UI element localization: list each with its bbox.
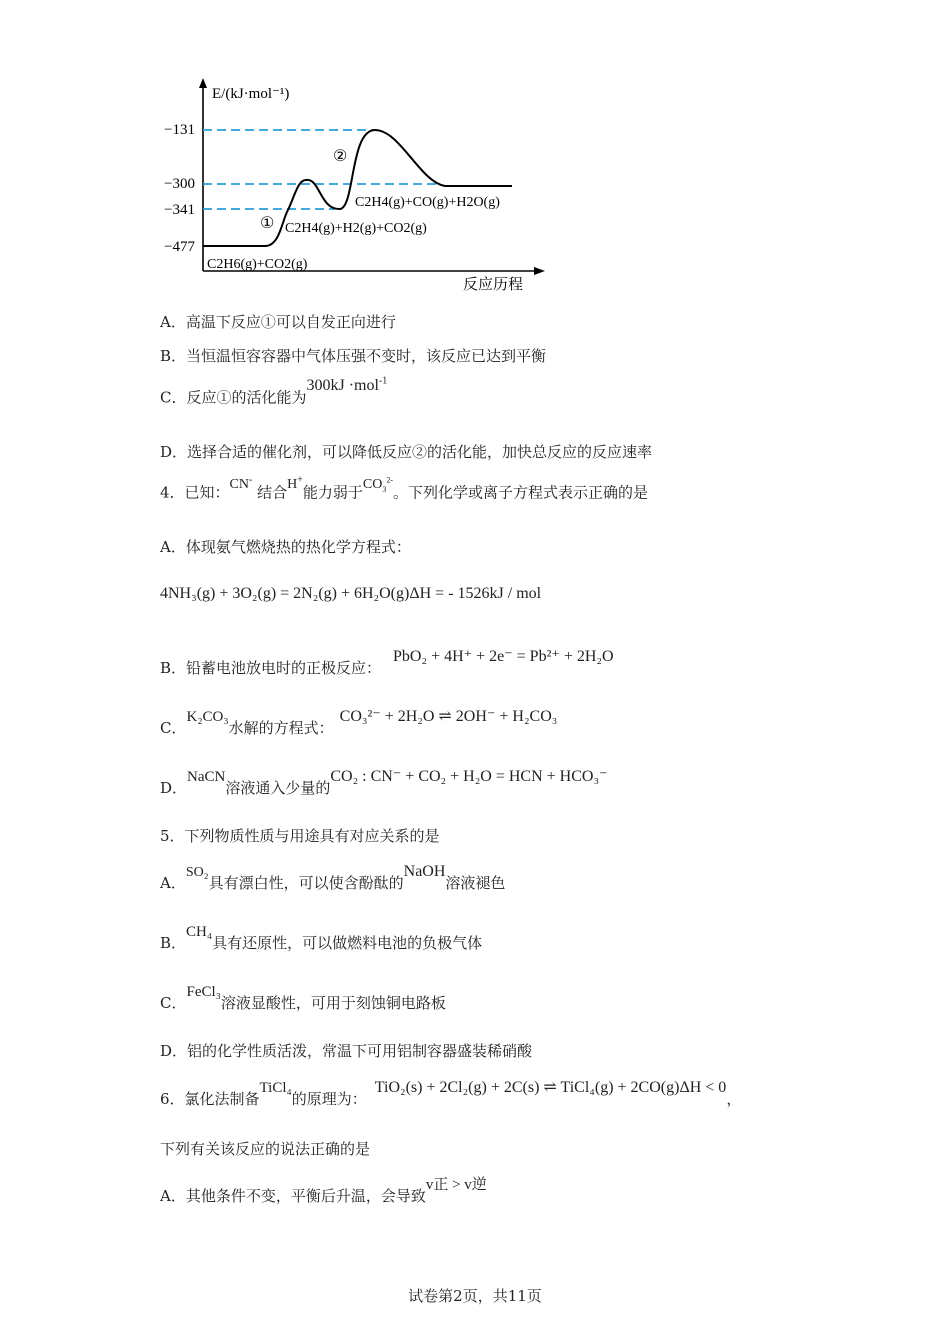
q6-comma: ，	[726, 1090, 742, 1108]
q4-cn-sup: -	[249, 474, 253, 485]
q5-option-c	[160, 984, 446, 1014]
q5-option-d: D．铝的化学性质活泼，常温下可用铝制容器盛装稀硝酸	[160, 1042, 533, 1060]
q3-option-c-formula-sup: -1	[378, 376, 388, 387]
q5-option-c-f: FeCl₃	[186, 984, 221, 1000]
q4-option-c-salt: K₂CO₃	[186, 709, 229, 725]
species-initial: C2H6(g)+CO2(g)	[207, 257, 308, 272]
q5-option-b-label: B．	[160, 934, 187, 952]
q4-cn-main: CN	[229, 476, 249, 492]
q6-f1: TiCl₄	[259, 1080, 292, 1096]
q6-equation: TiO₂(s) + 2Cl₂(g) + 2C(s) ⇌ TiCl₄(g) + 2CO(g)ΔH < 0	[374, 1079, 727, 1096]
q6-option-a-text: A．其他条件不变，平衡后升温，会导致	[160, 1187, 426, 1205]
q6-stem	[160, 1079, 742, 1110]
q4-prefix: 4．已知：	[160, 483, 230, 502]
tick-label-300: −300	[164, 176, 195, 192]
q6-line2: 下列有关该反应的说法正确的是	[160, 1140, 371, 1158]
q6-mid: 的原理为：	[291, 1090, 367, 1108]
q3-option-c-formula-main: 300kJ ·mol	[306, 377, 379, 395]
q4-option-c-equation: CO₃²⁻ + 2H₂O ⇌ 2OH⁻ + H₂CO₃	[339, 708, 558, 725]
q4-option-d-label: D．	[160, 779, 188, 797]
q4-co3-main: CO	[362, 476, 383, 492]
q5-option-b-f: CH₄	[186, 924, 213, 940]
q3-option-c	[160, 376, 388, 408]
q4-co3	[363, 477, 393, 492]
q4-h-main: H	[287, 476, 298, 492]
q4-co3-sup: 2-	[386, 475, 394, 484]
q4-cn	[229, 474, 253, 492]
q4-h	[287, 474, 303, 492]
q3-option-c-text: C．反应①的活化能为	[160, 388, 307, 407]
q5-option-b	[160, 924, 483, 954]
q4-option-d	[160, 768, 608, 799]
page-footer: 试卷第2页，共11页	[408, 1287, 542, 1305]
tick-label-131: −131	[164, 122, 195, 138]
y-axis-arrow	[199, 78, 207, 88]
q5-option-a-f1: SO₂	[185, 865, 209, 880]
q5-option-c-t: 溶液显酸性，可用于刻蚀铜电路板	[220, 994, 446, 1012]
q4-bind: 结合	[257, 483, 288, 502]
q6-option-a-formula: v正 > v逆	[425, 1177, 487, 1193]
q4-suffix: 。下列化学或离子方程式表示正确的是	[393, 483, 649, 502]
q4-option-d-equation: CO₂ : CN⁻ + CO₂ + H₂O = HCN + HCO₃⁻	[330, 768, 608, 785]
q3-option-d: D．选择合适的催化剂，可以降低反应②的活化能，加快总反应的反应速率	[160, 443, 653, 461]
q5-option-a	[160, 863, 506, 895]
q5-option-c-label: C．	[160, 994, 187, 1012]
q5-option-a-label: A．	[160, 874, 186, 892]
energy-diagram	[150, 70, 570, 300]
q4-stem	[160, 474, 649, 509]
q4-co3-sub: 3	[382, 484, 387, 494]
q4-h-sup: +	[297, 474, 303, 485]
step1-label: ①	[260, 215, 275, 232]
q4-option-b-equation: PbO₂ + 4H⁺ + 2e⁻ = Pb²⁺ + 2H₂O	[393, 648, 614, 665]
q4-option-d-salt: NaCN	[187, 769, 226, 785]
q3-option-a: A．高温下反应①可以自发正向进行	[160, 313, 396, 331]
q6-prefix: 6．氯化法制备	[160, 1090, 260, 1108]
q4-option-d-text: 溶液通入少量的	[225, 779, 331, 797]
q4-option-a: A．体现氨气燃烧热的热化学方程式：	[160, 538, 411, 556]
q3-option-b: B．当恒温恒容容器中气体压强不变时，该反应已达到平衡	[160, 347, 547, 365]
q4-weaker: 能力弱于	[302, 483, 363, 502]
q4-option-a-equation: 4NH₃(g) + 3O₂(g) = 2N₂(g) + 6H₂O(g)ΔH = - 1526kJ / mol	[160, 585, 542, 602]
q4-option-b-text: B．铅蓄电池放电时的正极反应：	[160, 659, 382, 677]
q5-option-a-t1: 具有漂白性，可以使含酚酞的	[208, 874, 404, 892]
species-final: C2H4(g)+CO(g)+H2O(g)	[355, 195, 500, 210]
q3-option-c-formula	[306, 377, 387, 394]
q4-option-c-text: 水解的方程式：	[228, 719, 334, 737]
step2-label: ②	[333, 148, 348, 165]
q4-option-c	[160, 708, 558, 739]
energy-diagram-svg	[150, 70, 570, 300]
q5-option-b-t: 具有还原性，可以做燃料电池的负极气体	[212, 934, 483, 952]
q4-option-c-label: C．	[160, 719, 187, 737]
q5-option-a-t2: 溶液褪色	[445, 874, 506, 892]
tick-label-341: −341	[164, 202, 195, 218]
species-intermediate: C2H4(g)+H2(g)+CO2(g)	[285, 221, 427, 236]
x-axis-arrow	[534, 267, 545, 275]
q6-option-a	[160, 1177, 487, 1207]
x-axis-label: 反应历程	[463, 277, 524, 293]
y-axis-label: E/(kJ·mol⁻¹)	[212, 86, 290, 102]
q4-option-b	[160, 648, 614, 679]
q5-stem: 5．下列物质性质与用途具有对应关系的是	[160, 827, 440, 845]
tick-label-477: −477	[164, 239, 195, 255]
q5-option-a-f2: NaOH	[403, 863, 446, 880]
